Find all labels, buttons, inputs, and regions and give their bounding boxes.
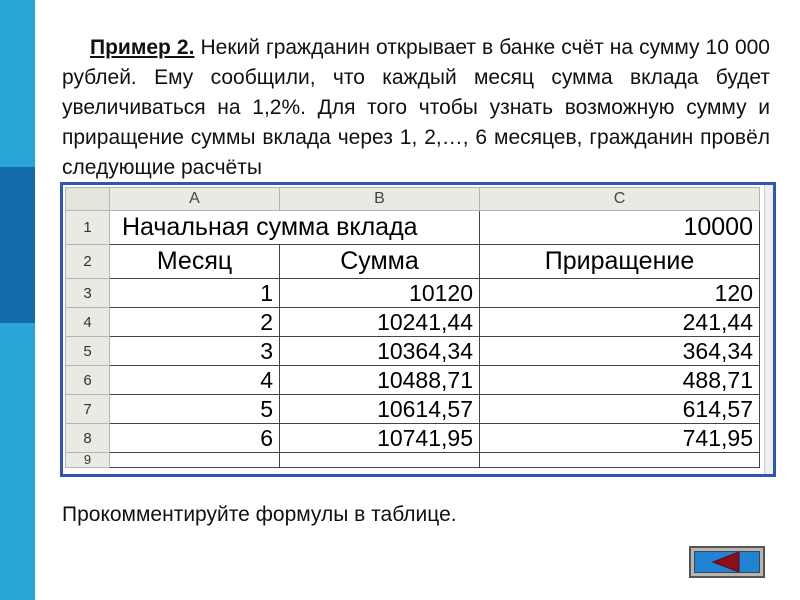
initial-sum-value-cell[interactable]: 10000 bbox=[480, 211, 760, 245]
month-cell[interactable]: 5 bbox=[110, 395, 280, 424]
increment-cell[interactable]: 614,57 bbox=[480, 395, 760, 424]
back-button[interactable] bbox=[689, 546, 765, 578]
intro-text: Некий гражданин открывает в банке счёт на сумму 10 000 рублей. Ему сообщили, что каждый месяц сумма вклада будет увеличиваться на 1,2%. Для того чтобы узнать возможную сумму и приращение суммы вклада через 1, 2,…, 6 месяцев, гражданин провёл следующие расчёты bbox=[62, 36, 770, 179]
row-header[interactable]: 6 bbox=[66, 366, 110, 395]
table-row bbox=[66, 453, 760, 468]
left-decor-bar-dark-segment bbox=[0, 167, 35, 323]
intro-paragraph bbox=[62, 33, 770, 183]
month-cell[interactable]: 3 bbox=[110, 337, 280, 366]
row-header[interactable]: 5 bbox=[66, 337, 110, 366]
back-arrow-icon bbox=[691, 548, 763, 576]
row-header[interactable]: 9 bbox=[66, 453, 110, 468]
row-header[interactable]: 4 bbox=[66, 308, 110, 337]
empty-cell[interactable] bbox=[480, 453, 760, 468]
empty-cell[interactable] bbox=[280, 453, 480, 468]
spreadsheet-grid bbox=[65, 187, 760, 468]
table-row bbox=[66, 395, 760, 424]
row-header[interactable]: 7 bbox=[66, 395, 110, 424]
sum-cell[interactable]: 10488,71 bbox=[280, 366, 480, 395]
left-decor-bar bbox=[0, 0, 35, 600]
initial-sum-label-cell[interactable]: Начальная сумма вклада bbox=[110, 211, 480, 245]
row-header[interactable]: 3 bbox=[66, 279, 110, 308]
month-cell[interactable]: 4 bbox=[110, 366, 280, 395]
table-row bbox=[66, 366, 760, 395]
vertical-scrollbar[interactable] bbox=[764, 185, 773, 474]
row-header[interactable]: 1 bbox=[66, 211, 110, 245]
table-row bbox=[66, 337, 760, 366]
table-row bbox=[66, 279, 760, 308]
increment-cell[interactable]: 741,95 bbox=[480, 424, 760, 453]
table-row bbox=[66, 424, 760, 453]
month-cell[interactable]: 1 bbox=[110, 279, 280, 308]
sum-cell[interactable]: 10241,44 bbox=[280, 308, 480, 337]
increment-cell[interactable]: 120 bbox=[480, 279, 760, 308]
column-header-c[interactable]: C bbox=[480, 188, 760, 211]
corner-cell[interactable] bbox=[66, 188, 110, 211]
table-row bbox=[66, 245, 760, 279]
column-header-a[interactable]: A bbox=[110, 188, 280, 211]
month-cell[interactable]: 6 bbox=[110, 424, 280, 453]
column-header-b[interactable]: B bbox=[280, 188, 480, 211]
spreadsheet bbox=[60, 182, 776, 477]
increment-header-cell[interactable]: Приращение bbox=[480, 245, 760, 279]
row-header[interactable]: 8 bbox=[66, 424, 110, 453]
sum-header-cell[interactable]: Сумма bbox=[280, 245, 480, 279]
sum-cell[interactable]: 10364,34 bbox=[280, 337, 480, 366]
sum-cell[interactable]: 10741,95 bbox=[280, 424, 480, 453]
increment-cell[interactable]: 488,71 bbox=[480, 366, 760, 395]
month-header-cell[interactable]: Месяц bbox=[110, 245, 280, 279]
table-row bbox=[66, 308, 760, 337]
month-cell[interactable]: 2 bbox=[110, 308, 280, 337]
row-header[interactable]: 2 bbox=[66, 245, 110, 279]
task-prompt: Прокомментируйте формулы в таблице. bbox=[62, 503, 457, 526]
column-header-row bbox=[66, 188, 760, 211]
empty-cell[interactable] bbox=[110, 453, 280, 468]
table-row bbox=[66, 211, 760, 245]
example-label: Пример 2. bbox=[90, 36, 195, 59]
increment-cell[interactable]: 241,44 bbox=[480, 308, 760, 337]
sum-cell[interactable]: 10120 bbox=[280, 279, 480, 308]
sum-cell[interactable]: 10614,57 bbox=[280, 395, 480, 424]
increment-cell[interactable]: 364,34 bbox=[480, 337, 760, 366]
